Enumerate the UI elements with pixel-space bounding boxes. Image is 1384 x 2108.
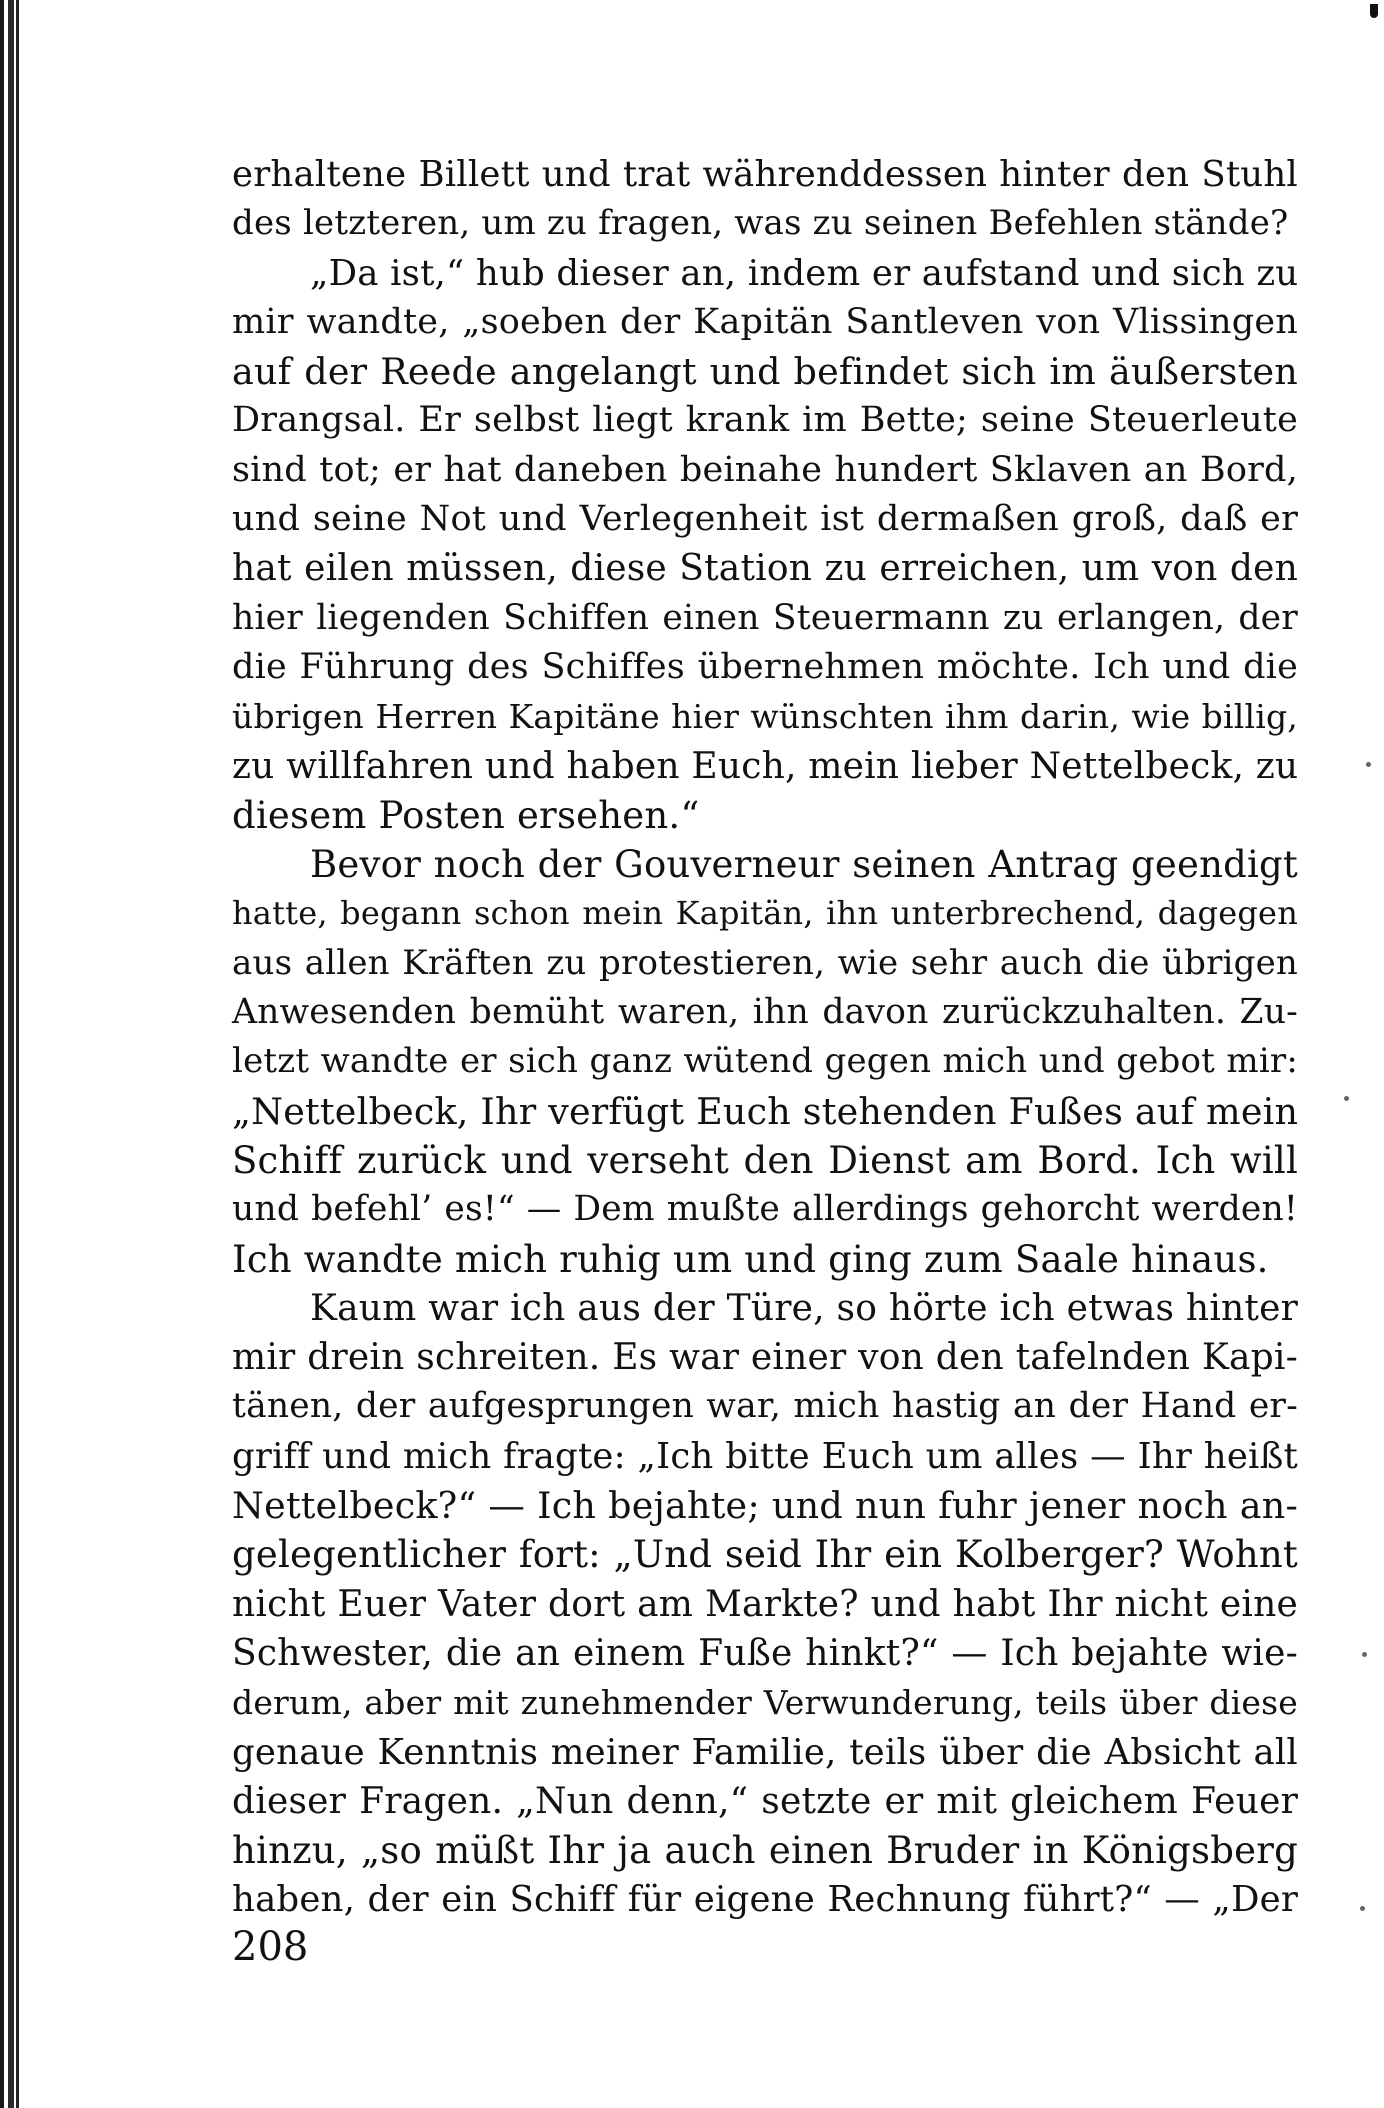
text-line: Ich wandte mich ruhig um und ging zum Saale hinaus. (232, 1237, 1269, 1281)
text-line: mir drein schreiten. Es war einer von den tafelnden Kapi- (232, 1337, 1298, 1379)
margin-speck (1366, 762, 1371, 767)
text-line: hier liegenden Schiffen einen Steuermann zu erlangen, der (232, 597, 1298, 638)
page-number: 208 (232, 1924, 309, 1970)
margin-speck (1360, 1906, 1365, 1911)
text-line: „Nettelbeck, Ihr verfügt Euch stehenden Fußes auf mein (232, 1089, 1299, 1133)
page-body-text (232, 150, 1298, 1925)
text-line: die Führung des Schiffes übernehmen möchte. Ich und die (232, 646, 1298, 687)
text-line: Nettelbeck?“ — Ich bejahte; und nun fuhr jener noch an- (232, 1484, 1298, 1528)
text-line: diesem Posten ersehen.“ (232, 793, 700, 837)
text-line: hatte, begann schon mein Kapitän, ihn unterbrechend, dagegen (232, 894, 1298, 933)
text-line: zu willfahren und haben Euch, mein lieber Nettelbeck, zu (232, 745, 1299, 787)
text-line: gelegentlicher fort: „Und seid Ihr ein Kolberger? Wohnt (232, 1533, 1298, 1577)
text-line: derum, aber mit zunehmender Verwunderung, teils über diese (232, 1683, 1298, 1723)
paragraph-start-line: Kaum war ich aus der Türe, so hörte ich etwas hinter (310, 1287, 1298, 1329)
text-line: genaue Kenntnis meiner Familie, teils über die Absicht all (232, 1731, 1298, 1773)
paragraph-start-line: Bevor noch der Gouverneur seinen Antrag geendigt (310, 843, 1298, 887)
text-line: des letzteren, um zu fragen, was zu seinen Befehlen stände? (232, 203, 1289, 244)
text-line: mir wandte, „soeben der Kapitän Santleven von Vlissingen (232, 301, 1298, 342)
text-line: Schwester, die an einem Fuße hinkt?“ — Ich bejahte wie- (232, 1632, 1298, 1674)
text-line: haben, der ein Schiff für eigene Rechnung führt?“ — „Der (232, 1879, 1298, 1921)
scan-corner-mark (1370, 4, 1378, 18)
text-line: hat eilen müssen, diese Station zu erreichen, um von den (232, 548, 1298, 590)
text-line: hinzu, „so müßt Ihr ja auch einen Bruder in Königsberg (232, 1829, 1298, 1873)
text-line: tänen, der aufgesprungen war, mich hastig an der Hand er- (232, 1386, 1298, 1427)
text-line: dieser Fragen. „Nun denn,“ setzte er mit gleichem Feuer (232, 1780, 1298, 1822)
text-line: nicht Euer Vater dort am Markte? und habt Ihr nicht eine (232, 1583, 1298, 1625)
margin-speck (1344, 1096, 1349, 1101)
text-line: letzt wandte er sich ganz wütend gegen mich und gebot mir: (232, 1041, 1298, 1082)
text-line: griff und mich fragte: „Ich bitte Euch um alles — Ihr heißt (232, 1435, 1298, 1477)
text-line: Drangsal. Er selbst liegt krank im Bette; seine Steuerleute (232, 400, 1298, 441)
text-line: übrigen Herren Kapitäne hier wünschten ihm darin, wie billig, (232, 697, 1298, 737)
text-line: aus allen Kräften zu protestieren, wie sehr auch die übrigen (232, 942, 1298, 983)
paragraph-start-line: „Da ist,“ hub dieser an, indem er aufstand und sich zu (310, 252, 1299, 294)
text-line: erhaltene Billett und trat währenddessen hinter den Stuhl (232, 154, 1298, 195)
margin-speck (1362, 1652, 1367, 1657)
text-line: Anwesenden bemüht waren, ihn davon zurückzuhalten. Zu- (232, 992, 1298, 1033)
book-binding-edge (0, 0, 26, 2108)
text-line: und seine Not und Verlegenheit ist dermaßen groß, daß er (232, 499, 1298, 540)
text-line: auf der Reede angelangt und befindet sich im äußersten (232, 350, 1298, 394)
binding-rule (16, 0, 19, 2108)
text-line: sind tot; er hat daneben beinahe hundert Sklaven an Bord, (232, 449, 1298, 490)
text-line: und befehl’ es!“ — Dem mußte allerdings gehorcht werden! (232, 1189, 1298, 1230)
text-line: Schiff zurück und verseht den Dienst am Bord. Ich will (232, 1138, 1298, 1182)
